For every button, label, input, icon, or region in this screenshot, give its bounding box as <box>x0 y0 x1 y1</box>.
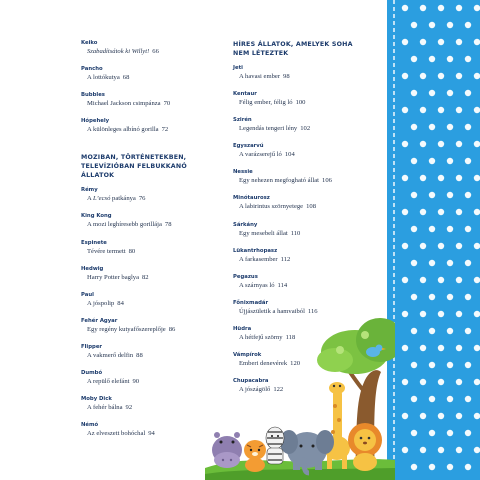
polka-dot <box>429 90 435 96</box>
polka-dot <box>420 175 426 181</box>
entry-name: Dumbó <box>81 370 103 377</box>
toc-entry <box>81 292 221 309</box>
polka-dot <box>447 22 453 28</box>
entry-page: 72 <box>161 126 169 134</box>
polka-dot <box>456 311 462 317</box>
toc-entry <box>81 40 221 57</box>
toc-entry <box>81 240 221 257</box>
polka-dot <box>474 175 480 181</box>
polka-dot <box>438 141 444 147</box>
polka-dot <box>402 311 408 317</box>
polka-dot <box>447 158 453 164</box>
polka-dot <box>474 73 480 79</box>
polka-dot <box>402 243 408 249</box>
polka-dot <box>411 158 417 164</box>
entry-line <box>233 124 393 134</box>
polka-dot-pattern <box>387 0 480 480</box>
entry-line <box>81 99 221 109</box>
polka-dot <box>438 447 444 453</box>
polka-dot <box>465 328 471 334</box>
entry-line <box>233 255 393 265</box>
entry-name: Lükantrhopasz <box>233 247 278 254</box>
polka-dot <box>420 73 426 79</box>
polka-dot <box>456 73 462 79</box>
polka-dot <box>474 5 480 11</box>
entry-title: A különleges albínó gorilla <box>87 126 159 134</box>
entry-page: 104 <box>284 151 295 159</box>
polka-dot <box>402 413 408 419</box>
entry-title: Egy mesebeli állat <box>239 229 288 237</box>
polka-dot <box>411 56 417 62</box>
entry-name: Hópehely <box>81 118 110 125</box>
polka-dot <box>420 209 426 215</box>
polka-dot <box>411 226 417 232</box>
polka-dot <box>420 379 426 385</box>
entry-title: A lottókutya <box>87 74 120 82</box>
entry-page: 70 <box>163 100 171 108</box>
entry-page: 112 <box>280 255 291 263</box>
toc-entry <box>233 248 393 265</box>
toc-entry <box>81 187 221 204</box>
entry-title: Emberi denevérek <box>239 360 288 368</box>
entry-title: A labirintus szörnyetege <box>239 203 304 211</box>
polka-dot <box>411 362 417 368</box>
toc-entry <box>81 344 221 361</box>
entry-name: Chupacabra <box>233 378 269 385</box>
entry-line <box>81 73 221 83</box>
polka-dot <box>465 362 471 368</box>
polka-dot <box>456 141 462 147</box>
entry-page: 110 <box>290 229 301 237</box>
entry-title: Egy nehezen megfogható állat <box>239 177 320 185</box>
polka-dot <box>420 5 426 11</box>
polka-dot <box>411 260 417 266</box>
polka-dot <box>447 90 453 96</box>
toc-entry <box>233 117 393 134</box>
entry-name: Nessie <box>233 169 253 176</box>
polka-dot <box>420 311 426 317</box>
entry-title: A jószágölő <box>239 386 271 394</box>
polka-dot <box>420 413 426 419</box>
polka-dot <box>447 362 453 368</box>
polka-dot <box>438 345 444 351</box>
entry-page: 86 <box>168 325 176 333</box>
entry-line <box>81 125 221 135</box>
polka-dot <box>402 379 408 385</box>
entry-line <box>81 247 221 257</box>
entry-name: Sárkány <box>233 221 258 228</box>
entry-page: 116 <box>307 307 318 315</box>
polka-dot <box>429 430 435 436</box>
polka-dot <box>456 243 462 249</box>
toc-entry <box>233 222 393 239</box>
entry-page: 84 <box>117 299 124 307</box>
polka-dot <box>456 345 462 351</box>
entry-name: Bubbles <box>81 92 105 99</box>
entry-name: Rémy <box>81 187 98 194</box>
entry-line <box>233 150 393 160</box>
polka-dot <box>438 311 444 317</box>
polka-dot <box>420 39 426 45</box>
polka-dot <box>474 141 480 147</box>
polka-dot <box>438 379 444 385</box>
entry-page: 98 <box>283 73 290 80</box>
toc-entry <box>233 274 393 291</box>
entry-name: Némó <box>81 422 99 429</box>
toc-entry <box>81 266 221 283</box>
entry-page: 102 <box>300 125 311 133</box>
polka-dot <box>438 39 444 45</box>
polka-dot <box>465 124 471 130</box>
entry-title: Egy regény kutyafőszereplője <box>87 325 166 333</box>
entry-line <box>81 299 221 309</box>
toc-entry <box>81 422 221 439</box>
entry-title: Michael Jackson csimpánza <box>87 100 161 108</box>
polka-dot <box>465 56 471 62</box>
polka-dot <box>411 22 417 28</box>
toc-entry <box>233 169 393 186</box>
entry-title: Szabadítsátok ki Willyt! <box>87 48 150 55</box>
entry-line <box>81 429 221 439</box>
polka-dot <box>402 447 408 453</box>
hippo-icon <box>212 432 242 468</box>
polka-dot <box>447 192 453 198</box>
polka-dot <box>465 464 471 470</box>
polka-dot <box>438 243 444 249</box>
entry-page: 68 <box>122 74 130 82</box>
animals-illustration <box>205 307 395 480</box>
entry-title: A mozi leghíresebb gorillája <box>87 221 162 229</box>
polka-dot <box>474 379 480 385</box>
entry-title-post: patkánya <box>110 195 136 203</box>
entry-name: Hedwig <box>81 265 104 272</box>
toc-entry <box>81 396 221 413</box>
entry-name: Kentaur <box>233 91 257 98</box>
entry-page: 90 <box>132 378 140 386</box>
decorative-stripe <box>387 0 480 480</box>
polka-dot <box>447 56 453 62</box>
entry-title: Az elveszett bohóchal <box>87 430 146 438</box>
entry-line <box>81 403 221 413</box>
polka-dot <box>465 260 471 266</box>
polka-dot <box>411 192 417 198</box>
polka-dot <box>411 294 417 300</box>
entry-title: A hétfejű szörny <box>239 333 283 341</box>
polka-dot <box>402 5 408 11</box>
entry-name: Hüdra <box>233 325 252 332</box>
entry-page: 122 <box>273 386 284 394</box>
giraffe-icon <box>324 382 350 469</box>
polka-dot <box>474 243 480 249</box>
entry-line <box>233 229 393 239</box>
entry-page: 106 <box>322 177 332 185</box>
polka-dot <box>429 124 435 130</box>
polka-dot <box>456 175 462 181</box>
polka-dot <box>429 22 435 28</box>
entry-title: A szárnyas ló <box>239 281 275 289</box>
polka-dot <box>402 209 408 215</box>
polka-dot <box>465 396 471 402</box>
entry-name: Flipper <box>81 343 103 350</box>
polka-dot <box>420 345 426 351</box>
entry-title: A varázserejű ló <box>239 151 282 159</box>
entry-title: Tévére termett <box>87 247 126 255</box>
polka-dot <box>429 362 435 368</box>
polka-dot <box>474 311 480 317</box>
entry-name: Egyszarvú <box>233 143 264 150</box>
polka-dot <box>474 39 480 45</box>
entry-line <box>81 325 221 335</box>
polka-dot <box>456 39 462 45</box>
entry-line <box>81 351 221 361</box>
polka-dot <box>447 124 453 130</box>
polka-dot <box>429 294 435 300</box>
toc-entry <box>233 91 393 108</box>
polka-dot <box>411 90 417 96</box>
entry-page: 78 <box>164 221 172 229</box>
polka-dot <box>420 277 426 283</box>
toc-entry <box>81 213 221 230</box>
polka-dot <box>438 209 444 215</box>
polka-dot <box>420 243 426 249</box>
polka-dot <box>456 5 462 11</box>
entry-name: Pancho <box>81 66 103 73</box>
entry-title: Harry Potter baglya <box>87 273 139 281</box>
polka-dot <box>420 107 426 113</box>
entry-line <box>233 202 393 212</box>
entry-title: Félig ember, félig ló <box>239 99 293 107</box>
polka-dot <box>456 379 462 385</box>
polka-dot <box>438 5 444 11</box>
polka-dot <box>438 277 444 283</box>
polka-dot <box>456 277 462 283</box>
entry-line <box>233 72 393 82</box>
entry-line <box>81 47 221 57</box>
polka-dot <box>429 56 435 62</box>
polka-dot <box>411 328 417 334</box>
entry-title-pre: A <box>87 195 94 203</box>
polka-dot <box>465 90 471 96</box>
polka-dot <box>456 447 462 453</box>
section-heading: MOZIBAN, TÖRTÉNETEKBEN, TELEVÍZIÓBAN FELBUKKANÓ ÁLLATOK <box>81 154 187 180</box>
entry-name: Paul <box>81 291 94 298</box>
entry-name: Fehér Agyar <box>81 317 118 324</box>
polka-dot <box>402 345 408 351</box>
entry-title: A jóspolip <box>87 299 115 307</box>
entry-page: 120 <box>290 360 301 368</box>
entry-line <box>81 377 221 387</box>
zebra-icon <box>266 427 284 464</box>
polka-dot <box>447 328 453 334</box>
entry-name: Moby Dick <box>81 396 112 403</box>
polka-dot <box>465 158 471 164</box>
toc-entry <box>81 92 221 109</box>
entry-page: 108 <box>306 203 316 211</box>
entry-line <box>233 281 393 291</box>
toc-entry <box>81 318 221 335</box>
polka-dot <box>429 226 435 232</box>
entry-page: 82 <box>142 273 149 281</box>
toc-entry <box>233 195 393 212</box>
polka-dot <box>456 209 462 215</box>
entry-title: A fehér bálna <box>87 404 123 412</box>
entry-name: Pegazus <box>233 273 258 280</box>
polka-dot <box>411 124 417 130</box>
polka-dot <box>429 396 435 402</box>
entry-page: 66 <box>152 48 159 55</box>
polka-dot <box>465 226 471 232</box>
polka-dot <box>447 226 453 232</box>
polka-dot <box>438 73 444 79</box>
polka-dot <box>447 396 453 402</box>
polka-dot <box>402 175 408 181</box>
polka-dot <box>438 107 444 113</box>
polka-dot <box>429 328 435 334</box>
polka-dot <box>456 413 462 419</box>
entry-name: Minótaurosz <box>233 195 270 202</box>
polka-dot <box>429 260 435 266</box>
entry-page: 76 <box>138 195 146 203</box>
polka-dot <box>402 141 408 147</box>
polka-dot <box>411 464 417 470</box>
polka-dot <box>420 447 426 453</box>
toc-left-column <box>81 40 221 448</box>
toc-entry <box>233 65 393 82</box>
entry-line <box>233 176 393 186</box>
entry-title: A vakmerő delfin <box>87 351 134 359</box>
entry-title: Újjászületik a hamvaiból <box>239 307 305 315</box>
polka-dot <box>411 396 417 402</box>
polka-dot <box>474 413 480 419</box>
polka-dot <box>456 107 462 113</box>
entry-line <box>81 273 221 283</box>
polka-dot <box>429 464 435 470</box>
polka-dot <box>465 22 471 28</box>
entry-name: King Kong <box>81 213 112 220</box>
entry-name: Keiko <box>81 40 98 46</box>
entry-title: A repülő elefánt <box>87 378 130 386</box>
entry-line <box>81 194 221 204</box>
toc-entry <box>81 370 221 387</box>
polka-dot <box>402 107 408 113</box>
entry-page: 118 <box>285 333 296 341</box>
entry-page: 114 <box>277 281 288 289</box>
entry-page: 94 <box>148 430 155 438</box>
section-heading: HÍRES ÁLLATOK, AMELYEK SOHA NEM LÉTEZTEK <box>233 41 353 57</box>
polka-dot <box>474 345 480 351</box>
entry-page: 100 <box>295 99 306 107</box>
entry-name: Főnixmadár <box>233 299 269 306</box>
polka-dot <box>420 141 426 147</box>
entry-title: Legendás tengeri lény <box>239 125 298 133</box>
polka-dot <box>474 277 480 283</box>
entry-name: Espinete <box>81 239 107 246</box>
polka-dot <box>465 430 471 436</box>
polka-dot <box>402 277 408 283</box>
toc-entry <box>81 118 221 135</box>
polka-dot <box>447 260 453 266</box>
polka-dot <box>465 294 471 300</box>
polka-dot <box>474 447 480 453</box>
polka-dot <box>447 294 453 300</box>
polka-dot <box>438 413 444 419</box>
toc-entry <box>81 66 221 83</box>
entry-page: 88 <box>136 351 143 359</box>
polka-dot <box>429 158 435 164</box>
polka-dot <box>474 107 480 113</box>
polka-dot <box>474 209 480 215</box>
tiger-icon <box>244 440 266 472</box>
entry-page: 92 <box>125 404 133 412</box>
polka-dot <box>411 430 417 436</box>
polka-dot <box>402 39 408 45</box>
entry-line <box>81 220 221 230</box>
entry-title: A farkasember <box>239 255 278 263</box>
entry-title-italic: L’ecsó <box>93 195 111 203</box>
entry-name: Jeti <box>233 65 243 71</box>
entry-name: Szirén <box>233 117 252 124</box>
entry-name: Vámpírok <box>233 352 262 359</box>
entry-line <box>233 98 393 108</box>
polka-dot <box>465 192 471 198</box>
polka-dot <box>447 430 453 436</box>
polka-dot <box>438 175 444 181</box>
polka-dot <box>402 73 408 79</box>
entry-page: 80 <box>128 247 136 255</box>
polka-dot <box>429 192 435 198</box>
entry-title: A havasi ember <box>239 73 281 80</box>
toc-entry <box>233 143 393 160</box>
polka-dot <box>447 464 453 470</box>
